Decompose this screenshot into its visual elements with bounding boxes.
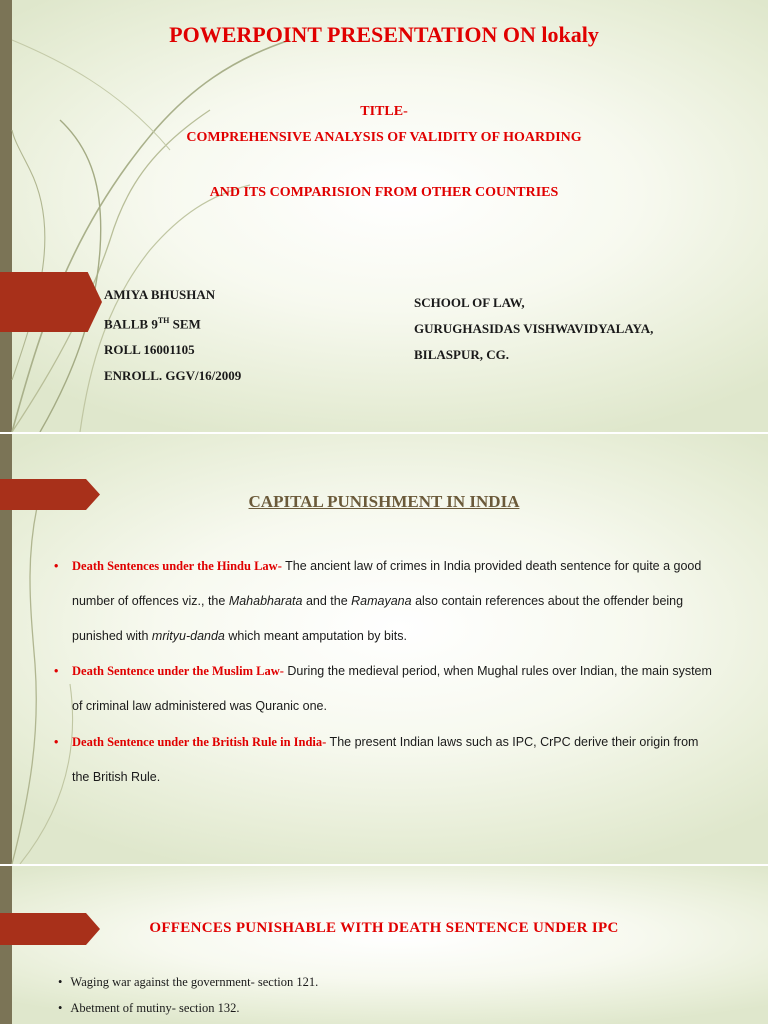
school-block xyxy=(414,290,653,368)
bullet-muslim-law: • Death Sentence under the Muslim Law- During the medieval period, when Mughal rules over Indian, the main system of criminal law administered was Quranic one. xyxy=(56,654,716,724)
ipc-item: • Waging war against the government- section 121. xyxy=(58,975,319,989)
bullet-british-rule: • Death Sentence under the British Rule in India- The present Indian laws such as IPC, CrPC derive their origin from the British Rule. xyxy=(56,725,716,795)
school-line-1: SCHOOL OF LAW, xyxy=(414,295,525,310)
author-roll: ROLL 16001105 xyxy=(104,342,195,358)
bullet-dot-icon: • xyxy=(54,735,59,749)
slide-offences-ipc xyxy=(0,866,768,1024)
author-block xyxy=(104,282,241,389)
section-heading: CAPITAL PUNISHMENT IN INDIA xyxy=(248,492,520,511)
section-heading: OFFENCES PUNISHABLE WITH DEATH SENTENCE UNDER IPC xyxy=(149,920,619,936)
bullet-dot-icon: • xyxy=(54,664,59,678)
school-line-2: GURUGHASIDAS VISHWAVIDYALAYA, xyxy=(414,321,654,336)
author-course: BALLB 9TH SEM xyxy=(104,316,201,332)
slide-capital-punishment xyxy=(0,434,768,864)
bullet-dot-icon: • xyxy=(54,559,59,573)
red-arrow-marker xyxy=(0,272,102,332)
title-label: TITLE- xyxy=(360,104,408,119)
title-line-2: AND ITS COMPARISION FROM OTHER COUNTRIES xyxy=(209,185,559,200)
author-enroll: ENROLL. GGV/16/2009 xyxy=(104,368,242,384)
ipc-item: • Abetment of mutiny- section 132. xyxy=(58,1001,240,1015)
sidebar-bar xyxy=(0,866,12,1024)
slide-title xyxy=(0,0,768,432)
bullet-hindu-law: • Death Sentences under the Hindu Law- The ancient law of crimes in India provided death sentence for quite a good number of offences viz., the Mahabharata and the Ramayana also contain references about the offender being punished with mrityu-danda which meant amputation by bits. xyxy=(56,549,716,654)
presentation-title: POWERPOINT PRESENTATION ON lokaly xyxy=(169,22,599,47)
author-name: AMIYA BHUSHAN xyxy=(104,287,216,302)
title-line-1: COMPREHENSIVE ANALYSIS OF VALIDITY OF HOARDING xyxy=(186,130,582,145)
school-line-3: BILASPUR, CG. xyxy=(414,347,509,362)
